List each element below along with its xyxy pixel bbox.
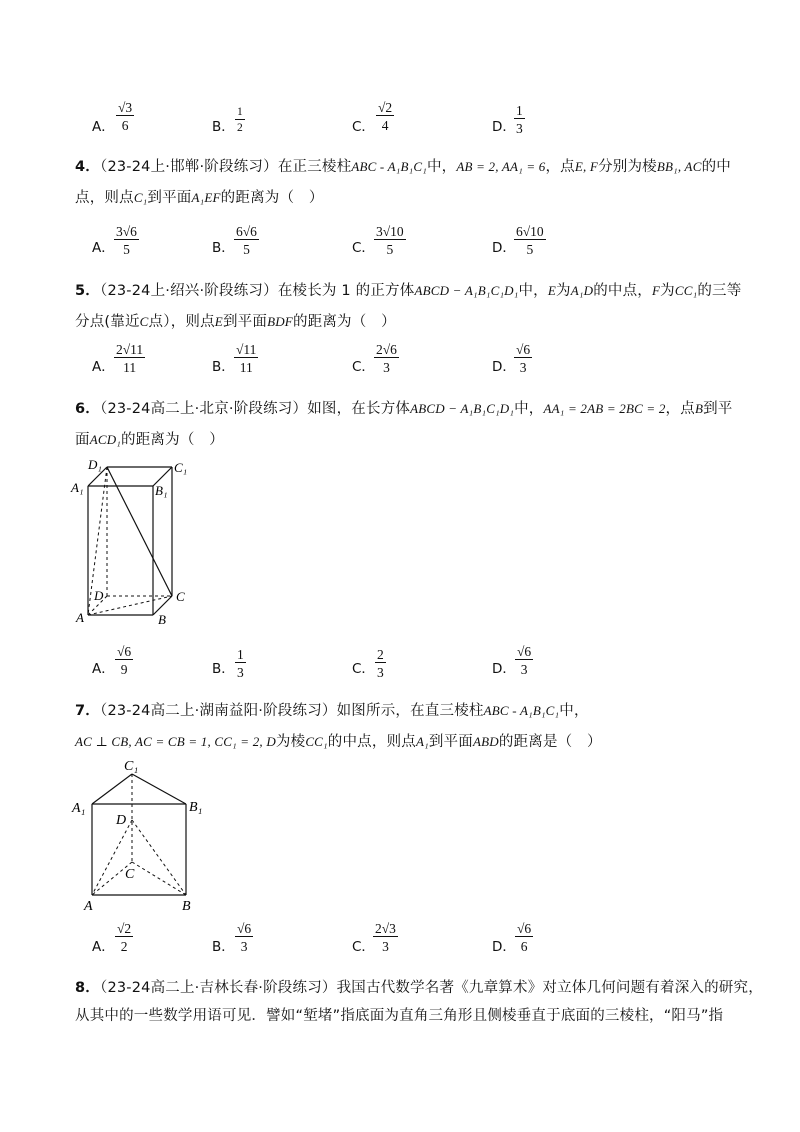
question-4-line-1: 4．（23-24上·邯郸·阶段练习）在正三棱柱ABC - A₁B₁C₁中，AB = 2, AA₁ = 6，点E, F分别为棱BB₁, AC的中 [75, 159, 731, 175]
option-fraction: $\frac{3√6}{5}$ [116, 224, 137, 257]
option-fraction: $\frac{√11}{11}$ [236, 342, 257, 375]
vertex-label: B₁ [155, 483, 168, 498]
option-label: C． [352, 240, 375, 256]
option-fraction: $\frac{2√6}{3}$ [376, 342, 397, 375]
question-7-line-2: AC ⊥ CB, AC = CB = 1, CC₁ = 2, D为棱CC₁的中点，则点A₁到平面ABD的距离是（ ） [75, 734, 602, 750]
question-8-line-2: 从其中的一些数学用语可见．譬如“堑堵”指底面为直角三角形且侧棱垂直于底面的三棱柱，“阳马”指 [75, 1008, 724, 1024]
option-fraction: $\frac{√2}{4}$ [378, 100, 393, 133]
option-fraction: $\frac{2√11}{11}$ [116, 342, 144, 375]
option-fraction: $\frac{2√3}{3}$ [375, 921, 396, 954]
question-7-line-1: 7．（23-24高二上·湖南益阳·阶段练习）如图所示，在直三棱柱ABC - A₁B₁C₁中， [75, 703, 589, 719]
question-6-line-2: 面ACD₁的距离为（ ） [75, 432, 224, 448]
option-label: B． [212, 661, 235, 677]
vertex-label: A [76, 610, 84, 625]
vertex-label: B [158, 612, 166, 627]
option-fraction: $\frac{1}{3}$ [237, 647, 244, 680]
option-fraction: $\frac{√3}{6}$ [118, 100, 133, 133]
option-label: A． [92, 661, 115, 677]
vertex-label: B₁ [189, 800, 203, 815]
option-fraction: $\frac{6√10}{5}$ [516, 224, 544, 257]
vertex-label: C₁ [174, 460, 188, 475]
option-label: C． [352, 661, 375, 677]
option-fraction: $\frac{√2}{2}$ [117, 921, 132, 954]
option-label: C． [352, 359, 375, 375]
option-label: A． [92, 939, 115, 955]
question-8-line-1: 8．（23-24高二上·吉林长春·阶段练习）我国古代数学名著《九章算术》对立体几何问题有着深入的研究， [75, 980, 763, 996]
prism-figure [70, 752, 220, 914]
option-label: A． [92, 359, 115, 375]
vertex-label: A₁ [71, 480, 84, 495]
vertex-label: C [125, 867, 135, 882]
vertex-label: D [116, 813, 127, 828]
option-fraction: $\frac{1}{2}$ [237, 106, 243, 134]
option-label: B． [212, 119, 235, 135]
question-5-line-2: 分点(靠近C点），则点E到平面BDF的距离为（ ） [75, 314, 396, 330]
cuboid-figure [70, 455, 200, 630]
option-label: D． [492, 661, 516, 677]
option-fraction: $\frac{6√6}{5}$ [236, 224, 257, 257]
question-6-line-1: 6．（23-24高二上·北京·阶段练习）如图，在长方体ABCD − A₁B₁C₁D₁中，AA₁ = 2AB = 2BC = 2，点B到平 [75, 401, 733, 417]
option-label: A． [92, 119, 115, 135]
option-fraction: $\frac{√6}{3}$ [517, 644, 532, 677]
option-label: C． [352, 119, 375, 135]
option-fraction: $\frac{√6}{9}$ [117, 644, 132, 677]
question-5-line-1: 5．（23-24上·绍兴·阶段练习）在棱长为 1 的正方体ABCD − A₁B₁C₁D₁中，E为A₁D的中点，F为CC₁的三等 [75, 283, 742, 299]
vertex-label: C [176, 589, 185, 604]
vertex-label: D [94, 588, 104, 603]
option-fraction: $\frac{√6}{3}$ [516, 342, 531, 375]
vertex-label: B [182, 899, 191, 914]
option-label: A． [92, 240, 115, 256]
option-label: D． [492, 939, 516, 955]
option-label: B． [212, 939, 235, 955]
vertex-label: A [84, 899, 93, 914]
option-label: B． [212, 359, 235, 375]
question-4-line-2: 点，则点C₁到平面A₁EF的距离为（ ） [75, 190, 324, 206]
option-fraction: $\frac{√6}{3}$ [237, 921, 252, 954]
option-label: D． [492, 119, 516, 135]
option-fraction: $\frac{√6}{6}$ [517, 921, 532, 954]
option-label: D． [492, 240, 516, 256]
option-fraction: $\frac{3√10}{5}$ [376, 224, 404, 257]
option-label: D． [492, 359, 516, 375]
option-label: B． [212, 240, 235, 256]
vertex-label: D₁ [88, 457, 102, 472]
vertex-label: C₁ [124, 759, 139, 774]
vertex-label: A₁ [72, 801, 86, 816]
option-label: C． [352, 939, 375, 955]
option-fraction: $\frac{2}{3}$ [377, 647, 384, 680]
option-fraction: $\frac{1}{3}$ [516, 103, 523, 136]
